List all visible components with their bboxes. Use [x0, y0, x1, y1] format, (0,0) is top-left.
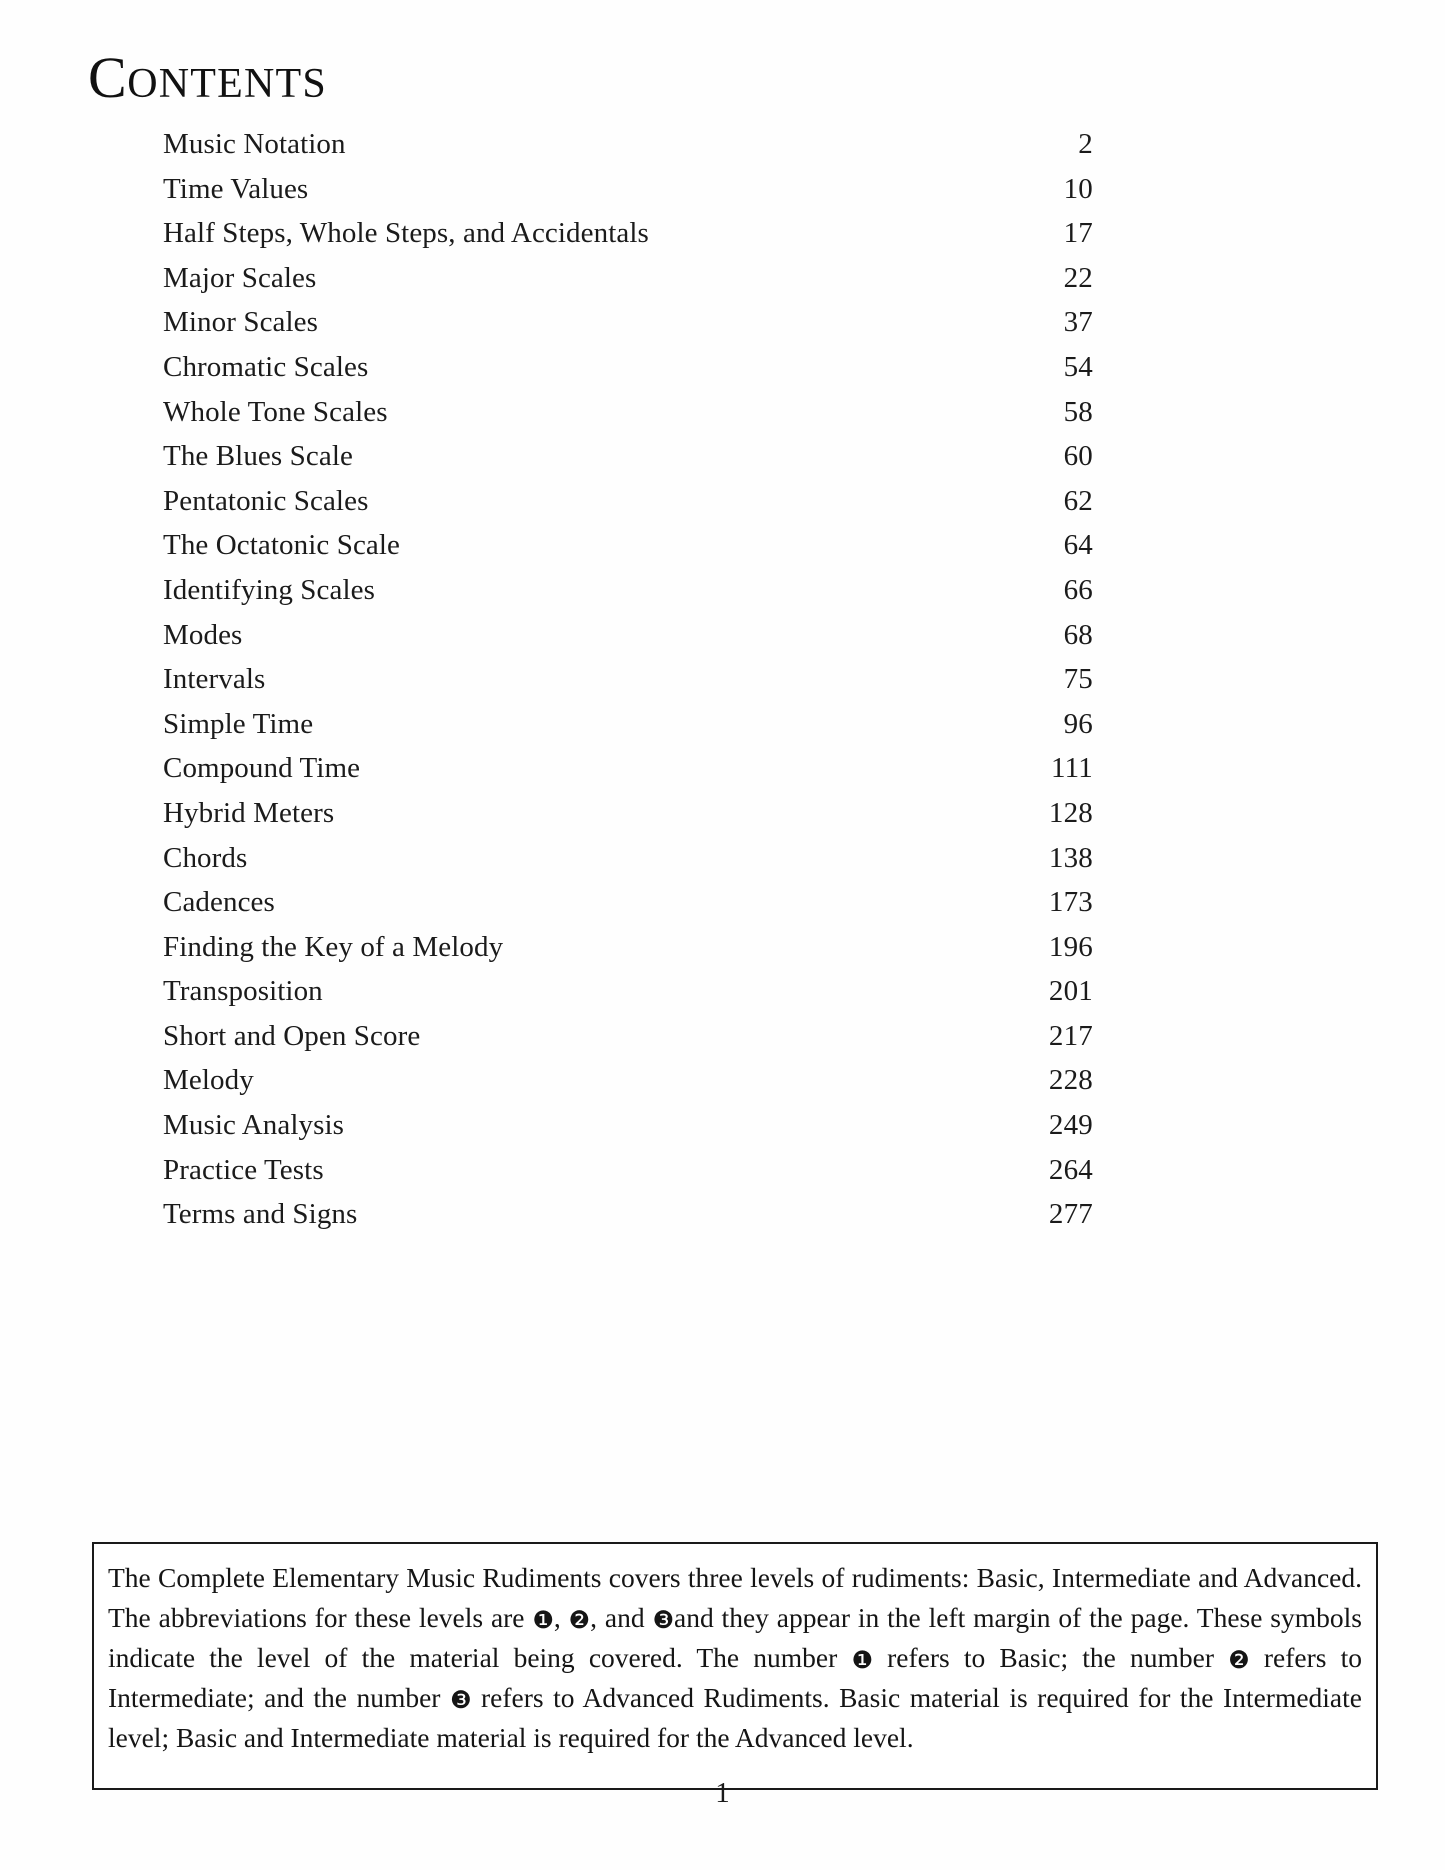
toc-entry-page-number: 37	[1063, 306, 1093, 339]
toc-entry[interactable]	[163, 619, 1093, 664]
toc-entry-label: Short and Open Score	[163, 1019, 421, 1052]
toc-entry-page-number: 264	[1048, 1153, 1093, 1186]
toc-entry-label: Pentatonic Scales	[163, 484, 369, 517]
toc-entry-label: The Octatonic Scale	[163, 529, 401, 562]
toc-entry[interactable]	[163, 351, 1093, 396]
toc-entry-label: The Blues Scale	[163, 440, 353, 473]
toc-entry-page-number: 54	[1063, 350, 1093, 383]
toc-entry-label: Compound Time	[163, 752, 361, 785]
toc-entry-label: Melody	[163, 1064, 254, 1097]
toc-entry-page-number: 62	[1063, 484, 1093, 517]
toc-entry[interactable]	[163, 752, 1093, 797]
toc-entry[interactable]	[163, 1109, 1093, 1154]
toc-entry[interactable]	[163, 931, 1093, 976]
toc-entry-page-number: 217	[1048, 1019, 1093, 1052]
toc-entry[interactable]	[163, 306, 1093, 351]
circled-two-intermediate-icon: ❷	[568, 1606, 591, 1634]
toc-entry-label: Cadences	[163, 886, 275, 919]
toc-entry-label: Time Values	[163, 172, 309, 205]
toc-entry-label: Simple Time	[163, 707, 314, 740]
toc-entry[interactable]	[163, 708, 1093, 753]
toc-entry[interactable]	[163, 173, 1093, 218]
toc-entry[interactable]	[163, 217, 1093, 262]
toc-entry-page-number: 58	[1063, 395, 1093, 428]
circled-three-advanced-icon: ❸	[449, 1686, 472, 1714]
toc-entry-page-number: 128	[1048, 796, 1093, 829]
level-abbreviations-note-box	[92, 1542, 1378, 1790]
toc-entry[interactable]	[163, 485, 1093, 530]
toc-entry-label: Transposition	[163, 975, 323, 1008]
toc-entry-label: Music Notation	[163, 128, 346, 160]
circled-one-basic-icon: ❶	[851, 1646, 873, 1674]
toc-entry-page-number: 228	[1048, 1064, 1093, 1097]
toc-entry-label: Music Analysis	[163, 1109, 345, 1142]
circled-one-basic-icon: ❶	[532, 1606, 554, 1634]
toc-entry-page-number: 196	[1048, 930, 1093, 963]
toc-entry-label: Whole Tone Scales	[163, 395, 388, 428]
toc-entry-page-number: 66	[1063, 573, 1093, 606]
toc-entry[interactable]	[163, 1064, 1093, 1109]
footer-page-number: 1	[715, 1777, 730, 1807]
toc-entry-label: Minor Scales	[163, 306, 319, 339]
toc-entry[interactable]	[163, 1020, 1093, 1065]
toc-entry[interactable]	[163, 797, 1093, 842]
circled-two-intermediate-icon: ❷	[1228, 1646, 1250, 1674]
level-abbreviations-note-text: The Complete Elementary Music Rudiments covers three levels of rudiments: Basic, Intermediate and Advanced. The abbreviations for these levels are ❶, ❷, and ❸and they appear in the left margin of the page. These symbols indicate the level of the material being covered. The number ❶ refers to Basic; the number ❷ refers to Intermediate; and the number ❸ refers to Advanced Rudiments. Basic material is required for the Intermediate level; Basic and Intermediate material is required for the Advanced level.	[108, 1562, 1362, 1753]
toc-entry[interactable]	[163, 842, 1093, 887]
toc-entry[interactable]	[163, 975, 1093, 1020]
toc-entry-page-number: 17	[1063, 217, 1093, 250]
table-of-contents	[163, 128, 1093, 1243]
toc-entry-page-number: 277	[1048, 1198, 1093, 1231]
page-title-initial: C	[88, 45, 128, 110]
toc-entry[interactable]	[163, 574, 1093, 619]
toc-entry[interactable]	[163, 262, 1093, 307]
toc-entry-label: Major Scales	[163, 261, 317, 294]
toc-entry-label: Finding the Key of a Melody	[163, 930, 504, 963]
toc-entry-label: Terms and Signs	[163, 1198, 358, 1231]
toc-entry-label: Modes	[163, 618, 243, 651]
toc-entry[interactable]	[163, 128, 1093, 173]
toc-entry-page-number: 10	[1063, 172, 1093, 205]
toc-entry[interactable]	[163, 440, 1093, 485]
toc-entry[interactable]	[163, 663, 1093, 708]
toc-entry-page-number: 22	[1063, 261, 1093, 294]
toc-entry[interactable]	[163, 1154, 1093, 1199]
toc-entry-page-number: 75	[1063, 663, 1093, 696]
toc-entry-page-number: 138	[1048, 841, 1093, 874]
toc-entry-page-number: 68	[1063, 618, 1093, 651]
toc-entry[interactable]	[163, 886, 1093, 931]
toc-entry-page-number: 60	[1063, 440, 1093, 473]
toc-entry-page-number: 2	[1078, 128, 1093, 160]
circled-three-advanced-icon: ❸	[652, 1606, 674, 1634]
toc-entry-page-number: 64	[1063, 529, 1093, 562]
toc-entry-label: Practice Tests	[163, 1153, 324, 1186]
toc-entry-label: Identifying Scales	[163, 573, 375, 606]
toc-entry-page-number: 96	[1063, 707, 1093, 740]
toc-entry-label: Chromatic Scales	[163, 350, 369, 383]
toc-entry[interactable]	[163, 1198, 1093, 1243]
page-title-rest: ONTENTS	[127, 61, 327, 107]
toc-entry-label: Chords	[163, 841, 248, 874]
toc-entry-label: Intervals	[163, 663, 266, 696]
toc-entry[interactable]	[163, 396, 1093, 441]
toc-entry-page-number: 111	[1051, 752, 1093, 785]
toc-entry-label: Hybrid Meters	[163, 796, 335, 829]
toc-entry-label: Half Steps, Whole Steps, and Accidentals	[163, 217, 649, 250]
toc-entry-page-number: 249	[1048, 1109, 1093, 1142]
page-title	[88, 45, 327, 110]
toc-entry[interactable]	[163, 529, 1093, 574]
toc-entry-page-number: 201	[1048, 975, 1093, 1008]
toc-entry-page-number: 173	[1048, 886, 1093, 919]
